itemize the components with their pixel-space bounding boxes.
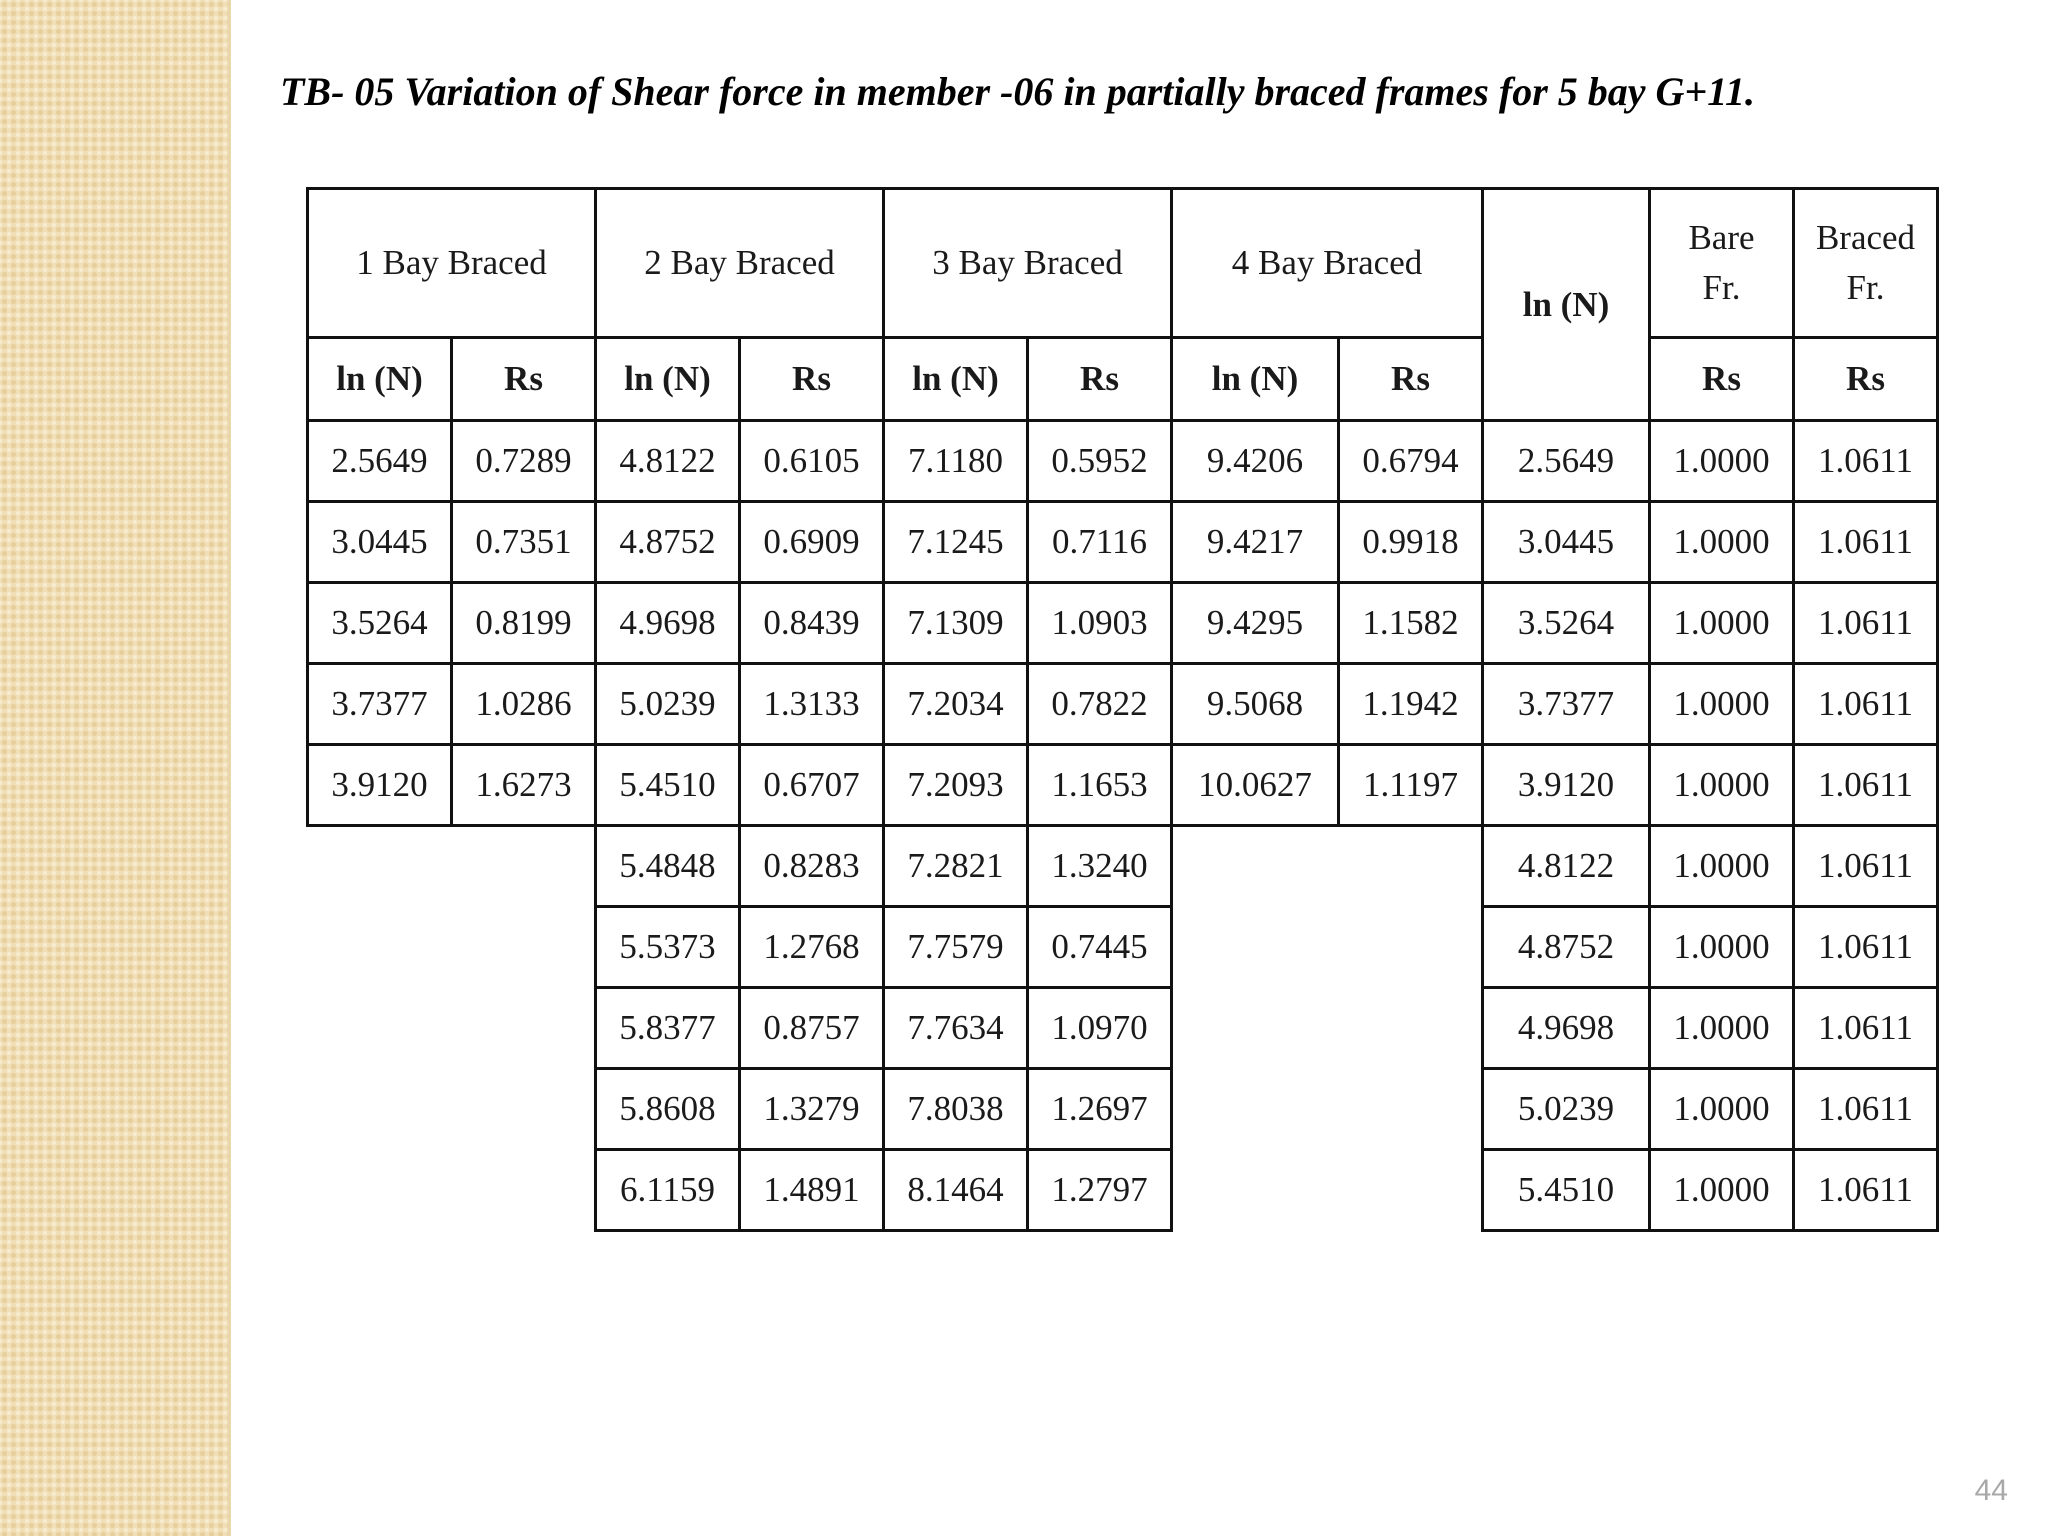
page-number: 44 (1974, 1474, 2008, 1507)
cell-3-bay-ln: 7.1245 (884, 502, 1028, 583)
cell-bare-rs: 1.0000 (1650, 745, 1794, 826)
cell-braced-rs: 1.0611 (1794, 907, 1938, 988)
cell-2-bay-rs: 0.8283 (740, 826, 884, 907)
table-row (308, 421, 1938, 502)
cell-2-bay-ln: 6.1159 (596, 1150, 740, 1231)
cell-1-bay-rs: 1.0286 (452, 664, 596, 745)
cell-braced-rs: 1.0611 (1794, 502, 1938, 583)
group-header-row (308, 189, 1938, 338)
cell-4-bay-rs: 0.6794 (1339, 421, 1483, 502)
table-row (308, 1069, 1938, 1150)
cell-ln-n: 5.4510 (1483, 1150, 1650, 1231)
header-bare-line-2: Fr. (1702, 268, 1741, 307)
cell-2-bay-rs: 0.6909 (740, 502, 884, 583)
cell-3-bay-ln: 7.7579 (884, 907, 1028, 988)
cell-2-bay-ln: 5.5373 (596, 907, 740, 988)
table-row (308, 745, 1938, 826)
cell-ln-n: 4.9698 (1483, 988, 1650, 1069)
empty-cell (1172, 907, 1339, 988)
cell-3-bay-ln: 7.2821 (884, 826, 1028, 907)
subheader-4-bay-rs: Rs (1339, 338, 1483, 421)
table-row (308, 988, 1938, 1069)
header-braced-line-2: Fr. (1846, 268, 1885, 307)
cell-3-bay-rs: 0.7445 (1028, 907, 1172, 988)
cell-3-bay-ln: 7.1309 (884, 583, 1028, 664)
empty-cell (452, 826, 596, 907)
empty-cell (452, 988, 596, 1069)
cell-2-bay-ln: 4.9698 (596, 583, 740, 664)
cell-ln-n: 3.5264 (1483, 583, 1650, 664)
cell-3-bay-rs: 0.7116 (1028, 502, 1172, 583)
cell-3-bay-ln: 7.2093 (884, 745, 1028, 826)
cell-braced-rs: 1.0611 (1794, 826, 1938, 907)
table-row (308, 583, 1938, 664)
cell-2-bay-ln: 5.4510 (596, 745, 740, 826)
subheader-2-bay-rs: Rs (740, 338, 884, 421)
group-header-4-bay-braced: 4 Bay Braced (1172, 189, 1483, 338)
table-row (308, 826, 1938, 907)
cell-3-bay-rs: 1.0903 (1028, 583, 1172, 664)
cell-braced-rs: 1.0611 (1794, 745, 1938, 826)
cell-1-bay-ln: 3.7377 (308, 664, 452, 745)
cell-4-bay-ln: 10.0627 (1172, 745, 1339, 826)
header-bare-line-1: Bare (1688, 218, 1755, 257)
empty-cell (308, 1069, 452, 1150)
empty-cell (1172, 1069, 1339, 1150)
subheader-3-bay-ln: ln (N) (884, 338, 1028, 421)
cell-2-bay-ln: 4.8752 (596, 502, 740, 583)
slide-title: TB- 05 Variation of Shear force in member -06 in partially braced frames for 5 bay G+11. (280, 69, 1755, 114)
cell-ln-n: 2.5649 (1483, 421, 1650, 502)
cell-2-bay-rs: 0.6105 (740, 421, 884, 502)
cell-2-bay-ln: 5.8377 (596, 988, 740, 1069)
empty-cell (452, 907, 596, 988)
cell-4-bay-ln: 9.4295 (1172, 583, 1339, 664)
cell-3-bay-rs: 0.5952 (1028, 421, 1172, 502)
cell-2-bay-ln: 5.4848 (596, 826, 740, 907)
header-braced-line-1: Braced (1815, 218, 1916, 257)
cell-braced-rs: 1.0611 (1794, 664, 1938, 745)
cell-ln-n: 3.7377 (1483, 664, 1650, 745)
cell-3-bay-ln: 7.7634 (884, 988, 1028, 1069)
empty-cell (1172, 988, 1339, 1069)
table-row (308, 907, 1938, 988)
cell-4-bay-rs: 1.1197 (1339, 745, 1483, 826)
cell-4-bay-rs: 0.9918 (1339, 502, 1483, 583)
cell-2-bay-rs: 0.6707 (740, 745, 884, 826)
cell-2-bay-rs: 0.8439 (740, 583, 884, 664)
cell-ln-n: 4.8752 (1483, 907, 1650, 988)
cell-braced-rs: 1.0611 (1794, 583, 1938, 664)
cell-2-bay-rs: 1.2768 (740, 907, 884, 988)
cell-4-bay-ln: 9.4206 (1172, 421, 1339, 502)
decorative-side-strip (0, 0, 228, 1536)
empty-cell (1339, 1069, 1483, 1150)
cell-bare-rs: 1.0000 (1650, 826, 1794, 907)
cell-4-bay-rs: 1.1942 (1339, 664, 1483, 745)
cell-ln-n: 4.8122 (1483, 826, 1650, 907)
empty-cell (452, 1069, 596, 1150)
cell-2-bay-rs: 1.4891 (740, 1150, 884, 1231)
subheader-braced-rs: Rs (1794, 338, 1938, 421)
subheader-3-bay-rs: Rs (1028, 338, 1172, 421)
cell-bare-rs: 1.0000 (1650, 988, 1794, 1069)
subheader-1-bay-rs: Rs (452, 338, 596, 421)
cell-4-bay-ln: 9.5068 (1172, 664, 1339, 745)
cell-4-bay-ln: 9.4217 (1172, 502, 1339, 583)
empty-cell (308, 988, 452, 1069)
cell-3-bay-ln: 7.2034 (884, 664, 1028, 745)
shear-force-table (306, 187, 1939, 1232)
table-row (308, 1150, 1938, 1231)
header-ln-n: ln (N) (1483, 189, 1650, 421)
cell-2-bay-ln: 4.8122 (596, 421, 740, 502)
cell-1-bay-ln: 3.0445 (308, 502, 452, 583)
cell-3-bay-rs: 0.7822 (1028, 664, 1172, 745)
cell-3-bay-rs: 1.1653 (1028, 745, 1172, 826)
cell-3-bay-rs: 1.2797 (1028, 1150, 1172, 1231)
empty-cell (1339, 1150, 1483, 1231)
cell-1-bay-rs: 0.7289 (452, 421, 596, 502)
cell-1-bay-ln: 3.5264 (308, 583, 452, 664)
cell-bare-rs: 1.0000 (1650, 1150, 1794, 1231)
empty-cell (1172, 1150, 1339, 1231)
cell-3-bay-rs: 1.2697 (1028, 1069, 1172, 1150)
cell-braced-rs: 1.0611 (1794, 988, 1938, 1069)
cell-bare-rs: 1.0000 (1650, 907, 1794, 988)
cell-bare-rs: 1.0000 (1650, 502, 1794, 583)
subheader-4-bay-ln: ln (N) (1172, 338, 1339, 421)
subheader-bare-rs: Rs (1650, 338, 1794, 421)
group-header-3-bay-braced: 3 Bay Braced (884, 189, 1172, 338)
cell-bare-rs: 1.0000 (1650, 421, 1794, 502)
header-braced-frame (1794, 189, 1938, 338)
cell-1-bay-ln: 2.5649 (308, 421, 452, 502)
empty-cell (308, 826, 452, 907)
group-header-1-bay-braced: 1 Bay Braced (308, 189, 596, 338)
empty-cell (452, 1150, 596, 1231)
cell-3-bay-rs: 1.0970 (1028, 988, 1172, 1069)
cell-2-bay-rs: 0.8757 (740, 988, 884, 1069)
cell-1-bay-rs: 1.6273 (452, 745, 596, 826)
cell-bare-rs: 1.0000 (1650, 583, 1794, 664)
empty-cell (1339, 907, 1483, 988)
cell-bare-rs: 1.0000 (1650, 1069, 1794, 1150)
cell-braced-rs: 1.0611 (1794, 421, 1938, 502)
cell-3-bay-ln: 7.8038 (884, 1069, 1028, 1150)
side-strip-edge (228, 0, 231, 1536)
empty-cell (308, 1150, 452, 1231)
empty-cell (1339, 988, 1483, 1069)
cell-braced-rs: 1.0611 (1794, 1150, 1938, 1231)
subheader-2-bay-ln: ln (N) (596, 338, 740, 421)
cell-2-bay-ln: 5.8608 (596, 1069, 740, 1150)
cell-ln-n: 5.0239 (1483, 1069, 1650, 1150)
empty-cell (1172, 826, 1339, 907)
subheader-1-bay-ln: ln (N) (308, 338, 452, 421)
cell-4-bay-rs: 1.1582 (1339, 583, 1483, 664)
table-row (308, 502, 1938, 583)
cell-bare-rs: 1.0000 (1650, 664, 1794, 745)
table-row (308, 664, 1938, 745)
cell-2-bay-rs: 1.3133 (740, 664, 884, 745)
cell-1-bay-ln: 3.9120 (308, 745, 452, 826)
cell-ln-n: 3.0445 (1483, 502, 1650, 583)
cell-1-bay-rs: 0.8199 (452, 583, 596, 664)
cell-2-bay-rs: 1.3279 (740, 1069, 884, 1150)
group-header-2-bay-braced: 2 Bay Braced (596, 189, 884, 338)
cell-3-bay-ln: 8.1464 (884, 1150, 1028, 1231)
cell-braced-rs: 1.0611 (1794, 1069, 1938, 1150)
header-bare-frame (1650, 189, 1794, 338)
cell-1-bay-rs: 0.7351 (452, 502, 596, 583)
cell-2-bay-ln: 5.0239 (596, 664, 740, 745)
sub-header-row (308, 338, 1938, 421)
cell-3-bay-rs: 1.3240 (1028, 826, 1172, 907)
empty-cell (308, 907, 452, 988)
cell-ln-n: 3.9120 (1483, 745, 1650, 826)
empty-cell (1339, 826, 1483, 907)
cell-3-bay-ln: 7.1180 (884, 421, 1028, 502)
